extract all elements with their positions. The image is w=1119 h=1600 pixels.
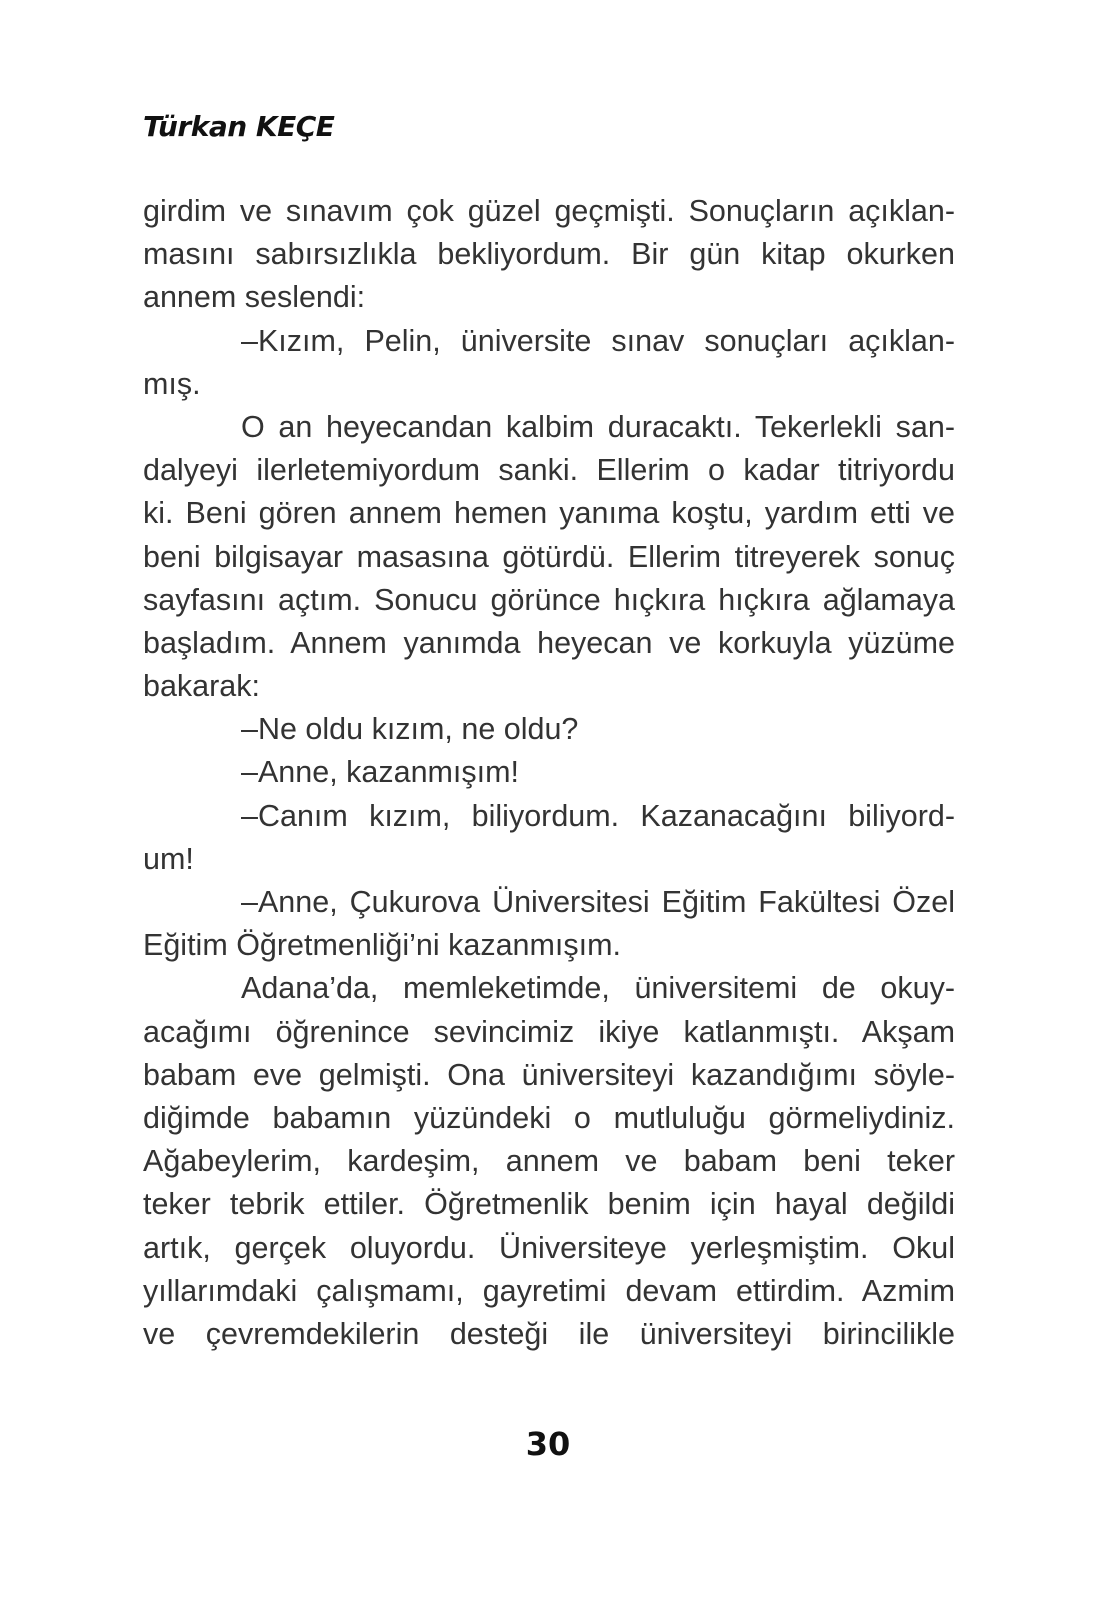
text-line: başladım. Annem yanımda heyecan ve korkuyla yüzüme [143,625,955,660]
paragraph-start-line: Adana’da, memleketimde, üniversitemi de okuy- [241,971,955,1006]
dialogue-line: –Anne, Çukurova Üniversitesi Eğitim Fakültesi Özel [241,885,955,919]
text-line: artık, gerçek oluyordu. Üniversiteye yerleşmiştim. Okul [143,1230,955,1265]
text-line: mış. [143,366,201,401]
dialogue-line: –Anne, kazanmışım! [241,755,520,790]
dialogue-line: –Canım kızım, biliyordum. Kazanacağını biliyord- [241,798,955,833]
text-line: annem seslendi: [143,280,366,315]
dialogue-line: –Kızım, Pelin, üniversite sınav sonuçları açıklan- [241,323,955,358]
text-line: girdim ve sınavım çok güzel geçmişti. Sonuçların açıklan- [143,194,955,228]
text-line: masını sabırsızlıkla bekliyordum. Bir gün kitap okurken [143,237,955,272]
text-line: dalyeyi ilerletemiyordum sanki. Ellerim o kadar titriyordu [143,453,955,488]
text-line: ve çevremdekilerin desteği ile üniversiteyi birincilikle [143,1316,955,1351]
page-body-text [143,190,955,1356]
text-line: um! [143,841,194,876]
text-line: teker tebrik ettiler. Öğretmenlik benim için hayal değildi [143,1187,955,1222]
text-line: ki. Beni gören annem hemen yanıma koştu, yardım etti ve [143,496,955,531]
paragraph-start-line: O an heyecandan kalbim duracaktı. Tekerlekli san- [241,409,955,444]
text-line: sayfasını açtım. Sonucu görünce hıçkıra hıçkıra ağlamaya [143,582,955,617]
text-line: Eğitim Öğretmenliği’ni kazanmışım. [143,928,621,963]
dialogue-line: –Ne oldu kızım, ne oldu? [241,712,579,747]
text-line: acağımı öğrenince sevincimiz ikiye katlanmıştı. Akşam [143,1014,955,1049]
running-header-author: Türkan KEÇE [143,110,335,143]
text-line: Ağabeylerim, kardeşim, annem ve babam beni teker [143,1144,955,1179]
text-line: yıllarımdaki çalışmamı, gayretimi devam ettirdim. Azmim [143,1273,955,1308]
page-number: 30 [525,1425,571,1463]
text-line: babam eve gelmişti. Ona üniversiteyi kazandığımı söyle- [143,1057,955,1092]
text-line: bakarak: [143,669,260,704]
text-line: diğimde babamın yüzündeki o mutluluğu görmeliydiniz. [143,1100,955,1135]
text-line: beni bilgisayar masasına götürdü. Ellerim titreyerek sonuç [143,539,955,574]
